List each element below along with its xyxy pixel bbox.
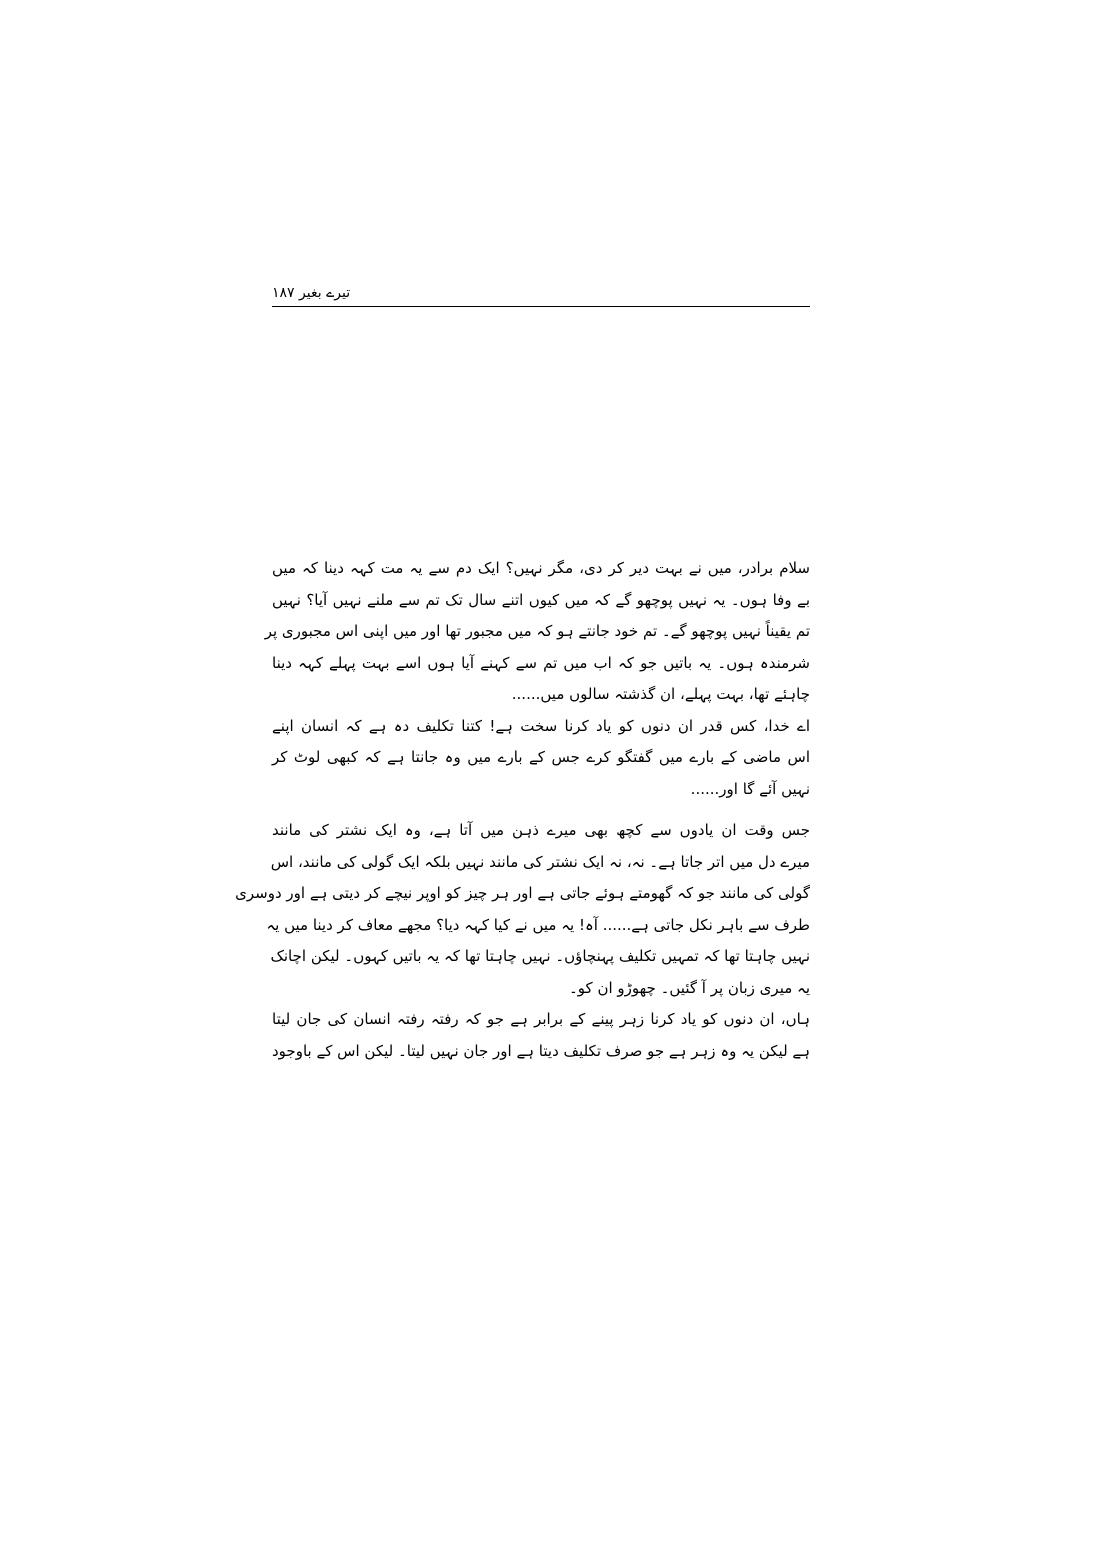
text-line: سلام برادر، میں نے بہت دیر کر دی، مگر نہیں؟ ایک دم سے یہ مت کہہ دینا کہ میں [272,559,810,577]
running-title: تیرے بغیر ۱۸۷ [272,285,351,301]
text-line: اس ماضی کے بارے میں گفتگو کرے جس کے بارے میں وہ جانتا ہے کہ کبھی لوٹ کر [272,748,810,766]
text-line: اے خدا، کس قدر ان دنوں کو یاد کرنا سخت ہے! کتنا تکلیف دہ ہے کہ انسان اپنے [272,716,810,735]
paragraph-gap [272,805,810,815]
paragraph-3 [235,815,810,1004]
text-line: ہاں، ان دنوں کو یاد کرنا زہر پینے کے برابر ہے جو کہ رفتہ رفتہ انسان کی جان لیتا [272,1010,810,1028]
paragraph-1 [264,553,810,711]
header-rule [272,306,810,307]
paragraph-2 [272,711,810,806]
text-line: بے وفا ہوں۔ یہ نہیں پوچھو گے کہ میں کیوں اتنے سال تک تم سے ملنے نہیں آیا؟ نہیں [272,590,810,609]
text-line: جس وقت ان یادوں سے کچھ بھی میرے ذہن میں آتا ہے، وہ ایک نشتر کی مانند [272,821,810,839]
text-line: شرمندہ ہوں۔ یہ باتیں جو کہ اب میں تم سے کہنے آیا ہوں اسے بہت پہلے کہہ دینا [272,653,810,672]
text-line: گولی کی مانند جو کہ گھومتے ہوئے جاتی ہے اور ہر چیز کو اوپر نیچے کر دیتی ہے اور دوسری [235,884,810,902]
paragraph-4 [272,1004,810,1067]
text-line: چاہئے تھا، بہت پہلے، ان گذشتہ سالوں میں...... [511,685,810,703]
text-line: یہ میری زبان پر آ گئیں۔ چھوڑو ان کو۔ [569,978,810,997]
text-line: طرف سے باہر نکل جاتی ہے...... آہ! یہ میں نے کیا کہہ دیا؟ مجھے معاف کر دینا میں یہ [266,915,810,934]
text-line: ہے لیکن یہ وہ زہر ہے جو صرف تکلیف دیتا ہے اور جان نہیں لیتا۔ لیکن اس کے باوجود [272,1041,810,1060]
text-line: نہیں چاہتا تھا کہ تمہیں تکلیف پہنچاؤں۔ نہیں چاہتا تھا کہ یہ باتیں کہوں۔ لیکن اچانک [270,947,810,965]
text-line: میرے دل میں اتر جاتا ہے۔ نہ، نہ ایک نشتر کی مانند نہیں بلکہ ایک گولی کی مانند، اس [270,852,810,871]
body-text [235,553,810,1067]
text-line: نہیں آئے گا اور...... [690,779,810,798]
text-line: تم یقیناً نہیں پوچھو گے۔ تم خود جانتے ہو کہ میں مجبور تھا اور میں اپنی اس مجبوری پر [264,622,810,640]
